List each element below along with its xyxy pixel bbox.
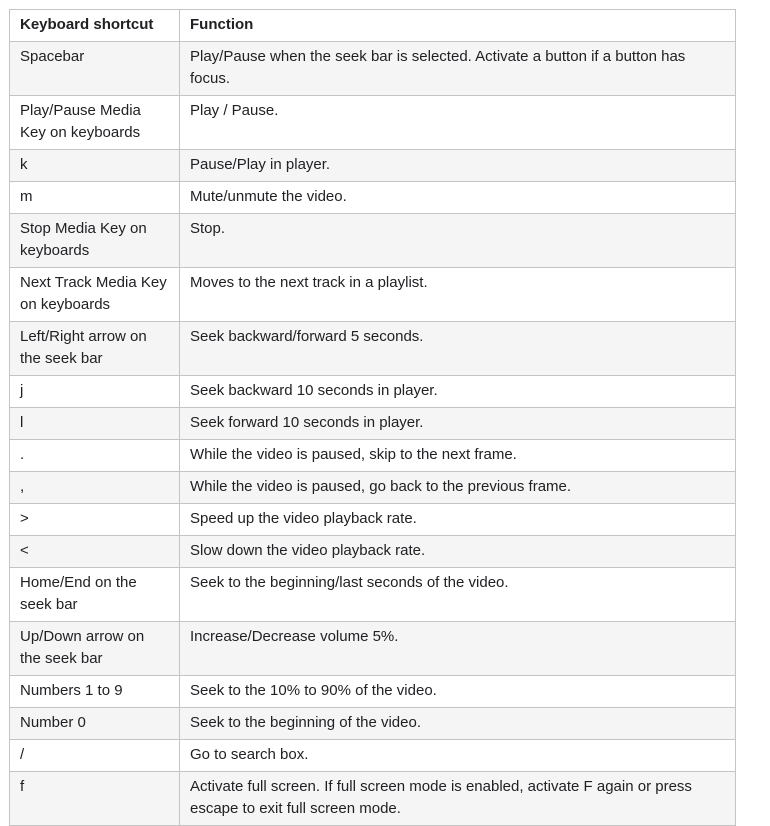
function-cell: Go to search box. <box>180 740 736 772</box>
shortcut-cell: Next Track Media Key on keyboards <box>10 268 180 322</box>
function-cell: Pause/Play in player. <box>180 150 736 182</box>
shortcut-cell: k <box>10 150 180 182</box>
table-row <box>10 708 736 740</box>
shortcut-cell: . <box>10 440 180 472</box>
shortcut-cell: > <box>10 504 180 536</box>
shortcut-cell: < <box>10 536 180 568</box>
table-header-row <box>10 10 736 42</box>
shortcut-cell: Up/Down arrow on the seek bar <box>10 622 180 676</box>
function-cell: Seek forward 10 seconds in player. <box>180 408 736 440</box>
table-row <box>10 322 736 376</box>
shortcut-cell: j <box>10 376 180 408</box>
function-cell: Seek to the beginning of the video. <box>180 708 736 740</box>
shortcut-cell: / <box>10 740 180 772</box>
keyboard-shortcuts-table <box>9 9 736 826</box>
function-cell: Seek to the beginning/last seconds of the video. <box>180 568 736 622</box>
function-cell: Play / Pause. <box>180 96 736 150</box>
table-row <box>10 96 736 150</box>
table-row <box>10 536 736 568</box>
shortcut-cell: Left/Right arrow on the seek bar <box>10 322 180 376</box>
shortcut-cell: Play/Pause Media Key on keyboards <box>10 96 180 150</box>
table-row <box>10 740 736 772</box>
shortcut-cell: Stop Media Key on keyboards <box>10 214 180 268</box>
function-cell: While the video is paused, go back to the previous frame. <box>180 472 736 504</box>
function-cell: Seek backward/forward 5 seconds. <box>180 322 736 376</box>
function-cell: Mute/unmute the video. <box>180 182 736 214</box>
table-row <box>10 182 736 214</box>
shortcut-cell: f <box>10 772 180 826</box>
shortcut-cell: , <box>10 472 180 504</box>
shortcut-cell: Numbers 1 to 9 <box>10 676 180 708</box>
shortcut-cell: Spacebar <box>10 42 180 96</box>
table-row <box>10 376 736 408</box>
table-row <box>10 214 736 268</box>
table-row <box>10 408 736 440</box>
table-row <box>10 268 736 322</box>
shortcut-cell: m <box>10 182 180 214</box>
function-cell: Seek to the 10% to 90% of the video. <box>180 676 736 708</box>
function-cell: Increase/Decrease volume 5%. <box>180 622 736 676</box>
table-row <box>10 440 736 472</box>
shortcut-cell: l <box>10 408 180 440</box>
shortcuts-table-container <box>9 9 735 826</box>
function-cell: Speed up the video playback rate. <box>180 504 736 536</box>
header-function: Function <box>180 10 736 42</box>
shortcut-cell: Number 0 <box>10 708 180 740</box>
function-cell: Stop. <box>180 214 736 268</box>
table-row <box>10 42 736 96</box>
function-cell: While the video is paused, skip to the next frame. <box>180 440 736 472</box>
function-cell: Moves to the next track in a playlist. <box>180 268 736 322</box>
header-keyboard-shortcut: Keyboard shortcut <box>10 10 180 42</box>
table-row <box>10 772 736 826</box>
function-cell: Slow down the video playback rate. <box>180 536 736 568</box>
table-row <box>10 150 736 182</box>
table-row <box>10 622 736 676</box>
table-row <box>10 676 736 708</box>
table-row <box>10 504 736 536</box>
function-cell: Activate full screen. If full screen mode is enabled, activate F again or press escape to exit full screen mode. <box>180 772 736 826</box>
function-cell: Seek backward 10 seconds in player. <box>180 376 736 408</box>
function-cell: Play/Pause when the seek bar is selected. Activate a button if a button has focus. <box>180 42 736 96</box>
shortcut-cell: Home/End on the seek bar <box>10 568 180 622</box>
table-row <box>10 472 736 504</box>
table-row <box>10 568 736 622</box>
